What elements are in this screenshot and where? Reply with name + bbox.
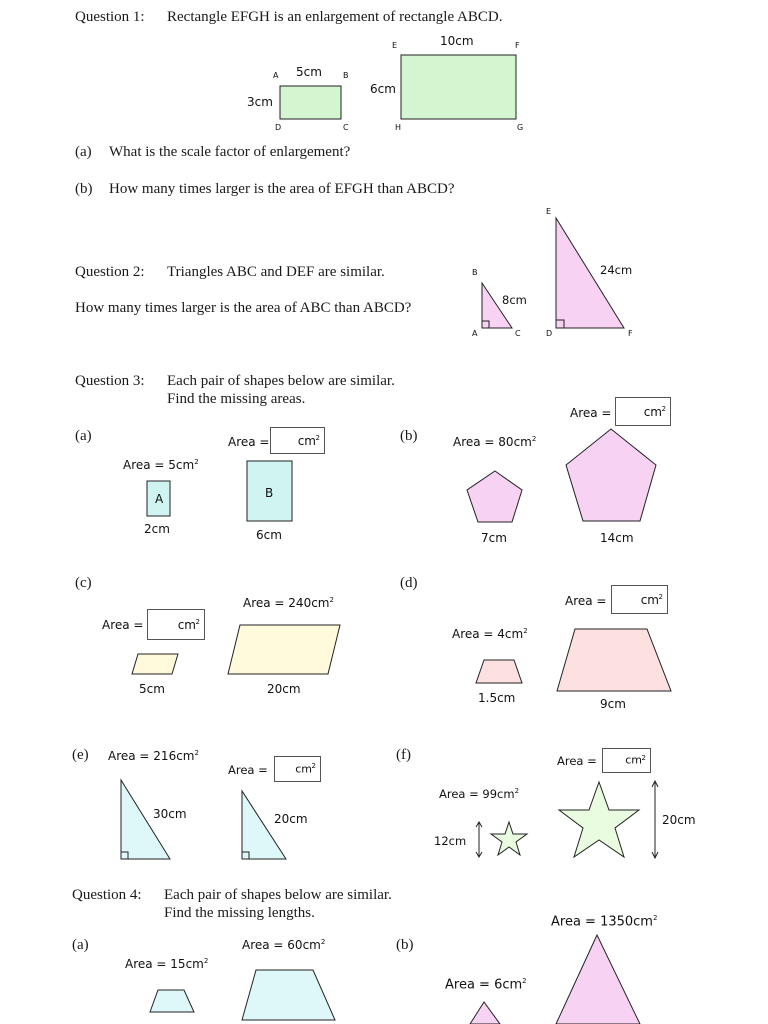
q1b-text: How many times larger is the area of EFGH than ABCD?: [109, 181, 455, 197]
q3a-label: (a): [75, 428, 92, 444]
parallelogram-large: [228, 625, 340, 674]
vertex-a: A: [273, 71, 279, 80]
q1a-text: What is the scale factor of enlargement?: [109, 144, 351, 160]
vertex-e: E: [392, 41, 398, 50]
pentagon-small: [467, 471, 522, 522]
vertex-f2: F: [628, 329, 633, 338]
q1-small-height: 3cm: [247, 95, 273, 109]
q3d-area-known: Area = $4cm^2$: [452, 627, 528, 641]
q3d-len-a: 1.5cm: [478, 691, 516, 705]
shape-label-b: B: [265, 486, 274, 500]
q3a-area-prefix: Area =: [228, 435, 270, 449]
q4b-area-small: Area = $6cm^2$: [445, 977, 527, 993]
q3f-len-b: 20cm: [662, 813, 696, 827]
trapezium-q4-small: [150, 990, 194, 1012]
rectangle-efgh: [401, 55, 516, 119]
q1-small-width: 5cm: [296, 65, 322, 79]
q3d-len-b: 9cm: [600, 697, 626, 711]
q4-heading: Question 4:: [72, 887, 142, 903]
vertex-b: B: [343, 71, 349, 80]
trapezium-small: [476, 660, 522, 683]
q1-large-width: 10cm: [440, 34, 474, 48]
trapezium-q4-large: [242, 970, 335, 1020]
q3c-len-a: 5cm: [139, 682, 165, 696]
q3e-area-prefix: Area =: [228, 763, 268, 777]
trapezium-large: [557, 629, 671, 691]
q4-line2: Find the missing lengths.: [164, 905, 315, 921]
vertex-a2: A: [472, 329, 478, 338]
q2-question: How many times larger is the area of ABC than ABCD?: [75, 300, 412, 316]
q3c-len-b: 20cm: [267, 682, 301, 696]
q3d-area-prefix: Area =: [565, 594, 607, 608]
q2-large-side: 24cm: [600, 263, 633, 277]
q3b-answer-box[interactable]: cm $^2$: [615, 397, 671, 426]
q3c-answer-box[interactable]: cm $^2$: [147, 609, 205, 640]
parallelogram-small: [132, 654, 178, 674]
q4b-label: (b): [396, 937, 414, 953]
q3b-label: (b): [400, 428, 418, 444]
q4b-area-large: Area = $1350cm^2$: [551, 914, 658, 930]
q3b-len-a: 7cm: [481, 531, 507, 545]
q4-line1: Each pair of shapes below are similar.: [164, 887, 392, 903]
q3e-len-a: 30cm: [153, 807, 187, 821]
q3f-label: (f): [396, 747, 411, 763]
q3d-answer-box[interactable]: cm $^2$: [611, 585, 668, 614]
pentagon-large: [566, 429, 656, 521]
q1-text: Rectangle EFGH is an enlargement of rectangle ABCD.: [167, 9, 503, 25]
q3f-area-known: Area = $99cm^2$: [439, 787, 520, 801]
q2-text: Triangles ABC and DEF are similar.: [167, 264, 385, 280]
star-large: [559, 782, 639, 857]
q3f-answer-box[interactable]: cm $^2$: [602, 748, 651, 773]
vertex-d: D: [275, 123, 282, 132]
vertex-g: G: [517, 123, 524, 132]
vertex-h: H: [395, 123, 402, 132]
q3b-area-known: Area = $80cm^2$: [453, 435, 537, 449]
q3d-label: (d): [400, 575, 418, 591]
triangle-q4-small: [470, 1002, 500, 1024]
q3e-len-b: 20cm: [274, 812, 308, 826]
star-small: [491, 822, 527, 855]
q1a-label: (a): [75, 144, 92, 160]
q3-line1: Each pair of shapes below are similar.: [167, 373, 395, 389]
q2-small-side: 8cm: [502, 293, 527, 307]
q4a-area-small: Area = $15cm^2$: [125, 957, 209, 971]
q3e-label: (e): [72, 747, 89, 763]
vertex-b2: B: [472, 268, 478, 277]
q3a-area-known: Area = $5cm^2$: [123, 458, 199, 472]
q3e-answer-box[interactable]: cm $^2$: [274, 756, 321, 782]
q4a-label: (a): [72, 937, 89, 953]
vertex-f: F: [515, 41, 520, 50]
vertex-d2: D: [546, 329, 553, 338]
q3-heading: Question 3:: [75, 373, 145, 389]
q3c-label: (c): [75, 575, 92, 591]
q2-heading: Question 2:: [75, 264, 145, 280]
triangle-q4-large: [556, 935, 640, 1024]
q3-line2: Find the missing areas.: [167, 391, 306, 407]
vertex-c2: C: [515, 329, 521, 338]
q1-large-height: 6cm: [370, 82, 396, 96]
q1b-label: (b): [75, 181, 93, 197]
q3a-answer-box[interactable]: cm $^2$: [270, 427, 325, 454]
vertex-e2: E: [546, 207, 552, 216]
rectangle-abcd: [280, 86, 341, 119]
q3b-len-b: 14cm: [600, 531, 634, 545]
q3c-area-prefix: Area =: [102, 618, 144, 632]
q3e-area-known: Area = $216cm^2$: [108, 749, 199, 763]
q3c-area-known: Area = $240cm^2$: [243, 596, 334, 610]
q3b-area-prefix: Area =: [570, 406, 612, 420]
q3a-len-b: 6cm: [256, 528, 282, 542]
q3f-area-prefix: Area =: [557, 754, 597, 768]
vertex-c: C: [343, 123, 349, 132]
shape-label-a: A: [155, 492, 164, 506]
q3a-len-a: 2cm: [144, 522, 170, 536]
q3f-len-a: 12cm: [434, 834, 467, 848]
q1-heading: Question 1:: [75, 9, 145, 25]
q4a-area-large: Area = $60cm^2$: [242, 938, 326, 952]
